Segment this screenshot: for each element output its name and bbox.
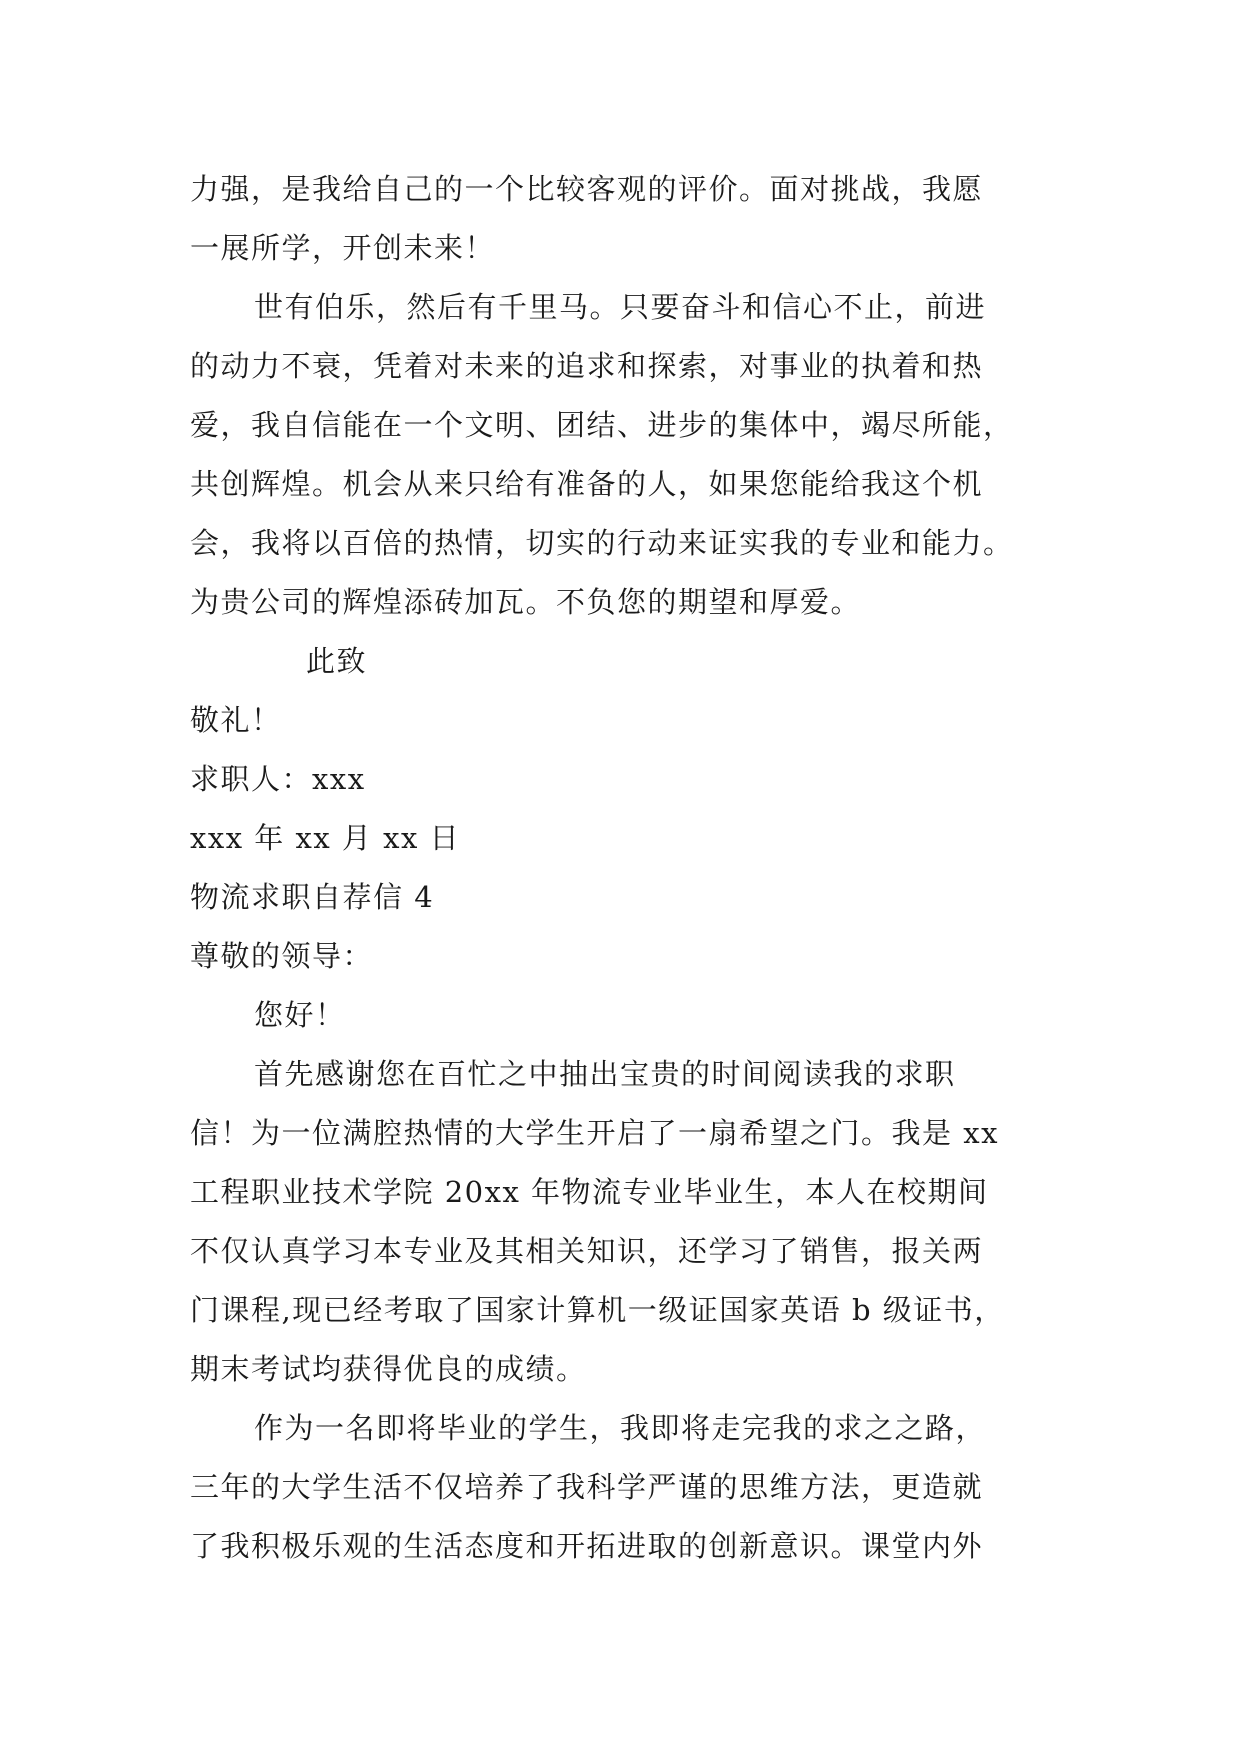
paragraph-start-line: 作为一名即将毕业的学生，我即将走完我的求之之路， bbox=[254, 1411, 987, 1445]
text-line: 力强，是我给自己的一个比较客观的评价。面对挑战，我愿 bbox=[190, 172, 984, 206]
letter-body bbox=[190, 160, 1050, 1576]
text-line: 信！为一位满腔热情的大学生开启了一扇希望之门。我是 xx bbox=[190, 1116, 999, 1150]
text-line: 三年的大学生活不仅培养了我科学严谨的思维方法，更造就 bbox=[190, 1470, 984, 1504]
text-line: 的动力不衰，凭着对未来的追求和探索，对事业的执着和热 bbox=[190, 349, 984, 383]
letter-greeting: 尊敬的领导： bbox=[190, 939, 374, 973]
section-title: 物流求职自荐信 4 bbox=[190, 880, 435, 914]
salutation-regards: 敬礼！ bbox=[190, 703, 282, 737]
text-line: 爱，我自信能在一个文明、团结、进步的集体中，竭尽所能， bbox=[190, 408, 1014, 442]
letter-date: xxx 年 xx 月 xx 日 bbox=[190, 821, 461, 855]
applicant-signature: 求职人：xxx bbox=[190, 762, 366, 796]
text-line: 会，我将以百倍的热情，切实的行动来证实我的专业和能力。 bbox=[190, 526, 1014, 560]
paragraph-start-line: 世有伯乐，然后有千里马。只要奋斗和信心不止，前进 bbox=[254, 290, 987, 324]
greeting-hello: 您好！ bbox=[254, 998, 346, 1032]
closing-phrase: 此致 bbox=[306, 644, 368, 678]
paragraph-start-line: 首先感谢您在百忙之中抽出宝贵的时间阅读我的求职 bbox=[254, 1057, 956, 1091]
text-line: 不仅认真学习本专业及其相关知识，还学习了销售，报关两 bbox=[190, 1234, 984, 1268]
text-line: 共创辉煌。机会从来只给有准备的人，如果您能给我这个机 bbox=[190, 467, 984, 501]
text-line: 期末考试均获得优良的成绩。 bbox=[190, 1352, 587, 1386]
text-line: 门课程,现已经考取了国家计算机一级证国家英语 b 级证书， bbox=[190, 1293, 1005, 1327]
text-line: 了我积极乐观的生活态度和开拓进取的创新意识。课堂内外 bbox=[190, 1529, 984, 1563]
text-line: 一展所学，开创未来！ bbox=[190, 231, 496, 265]
text-line: 工程职业技术学院 20xx 年物流专业毕业生，本人在校期间 bbox=[190, 1175, 989, 1209]
text-line: 为贵公司的辉煌添砖加瓦。不负您的期望和厚爱。 bbox=[190, 585, 862, 619]
